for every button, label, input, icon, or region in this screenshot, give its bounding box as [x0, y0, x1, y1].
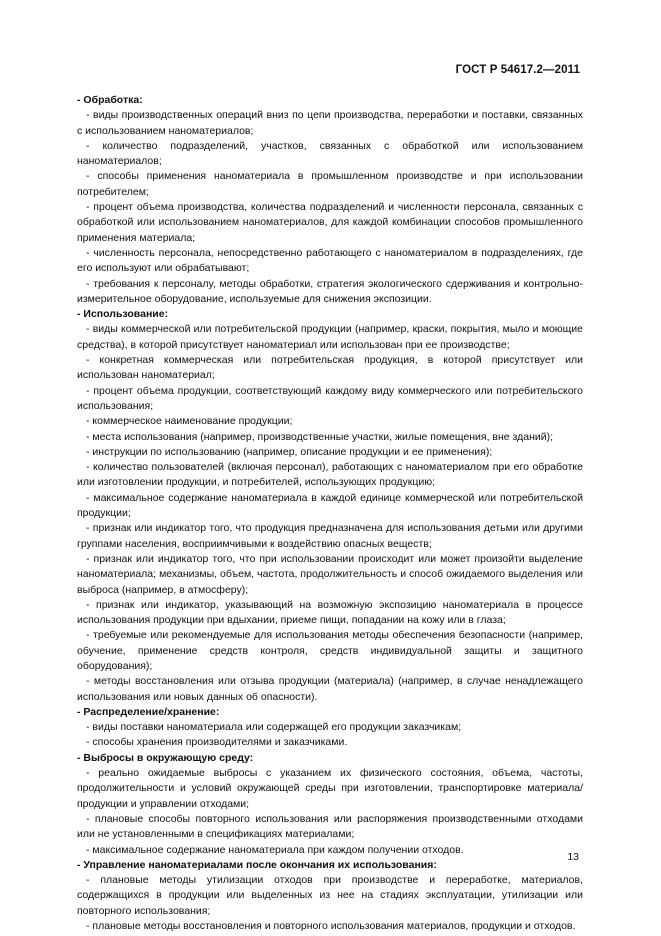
list-item: - реально ожидаемые выбросы с указанием их физического состояния, объема, частоты, продолжительности и условий окружающей среды при изготовлении, транспортировке материала/продукции и управлении отходами;: [77, 767, 583, 810]
list-item: - места использования (например, производственные участки, жилые помещения, вне зданий);: [86, 430, 554, 443]
document-body: [77, 93, 583, 934]
section-heading-emissions: - Выбросы в окружающую среду:: [77, 751, 254, 764]
list-item: - количество подразделений, участков, связанных с обработкой или использованием наноматериалов;: [77, 139, 583, 168]
list-item: - требуемые или рекомендуемые для использования методы обеспечения безопасности (например, обучение, применение средств контроля, средств индивидуальной защиты и защитного оборудования);: [77, 629, 583, 672]
list-item: - процент объема продукции, соответствующий каждому виду коммерческого или потребительского использования;: [77, 384, 583, 412]
section-heading-end-of-life: - Управление наноматериалами после окончания их использования:: [77, 858, 437, 871]
list-item: - инструкции по использованию (например, описание продукции и ее применения);: [86, 445, 493, 458]
list-item: - коммерческое наименование продукции;: [86, 415, 293, 428]
list-item: - конкретная коммерческая или потребительская продукция, в которой присутствует или использован наноматериал;: [77, 354, 583, 382]
document-header: ГОСТ Р 54617.2—2011: [455, 64, 580, 76]
list-item: - количество пользователей (включая персонал), работающих с наноматериалом при его обработке или изготовлении продукции, и потребителей, использующих продукцию;: [77, 461, 583, 489]
list-item: - виды поставки наноматериала или содержащей его продукции заказчикам;: [86, 721, 462, 734]
page-number: 13: [567, 851, 579, 863]
list-item: - виды коммерческой или потребительской продукции (например, краски, покрытия, мыло и моющие средства), в которой присутствует наноматериал или использован при ее производстве;: [77, 323, 583, 351]
section-heading-distribution: - Распределение/хранение:: [77, 705, 220, 718]
list-item: - способы применения наноматериала в промышленном производстве и при использовании потребителем;: [77, 170, 583, 198]
list-item: - плановые методы восстановления и повторного использования материалов, продукции и отходов.: [86, 920, 576, 933]
list-item: - признак или индикатор того, что продукция предназначена для использования детьми или другими группами населения, восприимчивыми к воздействию опасных веществ;: [77, 522, 583, 550]
list-item: - численность персонала, непосредственно работающего с наноматериалом в подразделениях, где его используют или обрабатывают;: [77, 246, 583, 275]
list-item: - виды производственных операций вниз по цепи производства, переработки и поставки, связанных с использованием наноматериалов;: [77, 109, 583, 137]
section-heading-processing: - Обработка:: [77, 94, 143, 106]
list-item: - плановые способы повторного использования или распоряжения производственными отходами или не установленными в спецификациях материалами;: [77, 812, 583, 841]
list-item: - максимальное содержание наноматериала в каждой единице коммерческой или потребительской продукции;: [77, 491, 583, 520]
list-item: - требования к персоналу, методы обработки, стратегия экологического сдерживания и контрольно-измерительное оборудование, используемые для снижения экспозиции.: [77, 277, 583, 305]
list-item: - способы хранения производителями и заказчиками.: [86, 736, 348, 749]
list-item: - процент объема производства, количества подразделений и численности персонала, связанных с обработкой или использованием наноматериалов, для каждой комбинации способов промышленного применения материала;: [77, 201, 583, 244]
list-item: - методы восстановления или отзыва продукции (материала) (например, в случае ненадлежащего использования или новых данных об опасности).: [77, 675, 583, 703]
list-item: - плановые методы утилизации отходов при производстве и переработке, материалов, содержащихся в продукции или выделенных из нее на стадиях эксплуатации, утилизации или повторного использования;: [77, 874, 583, 917]
section-heading-usage: - Использование:: [77, 308, 169, 321]
list-item: - максимальное содержание наноматериала при каждом получении отходов.: [86, 843, 464, 856]
list-item: - признак или индикатор, указывающий на возможную экспозицию наноматериала в процессе использования продукции при вдыхании, приеме пищи, попадании на кожу или в глаза;: [77, 598, 583, 627]
list-item: - признак или индикатор того, что при использовании происходит или может произойти выделение наноматериала; механизмы, объем, частота, продолжительность и способ ожидаемого выделения или выброса (например, в атмосферу);: [77, 552, 583, 596]
